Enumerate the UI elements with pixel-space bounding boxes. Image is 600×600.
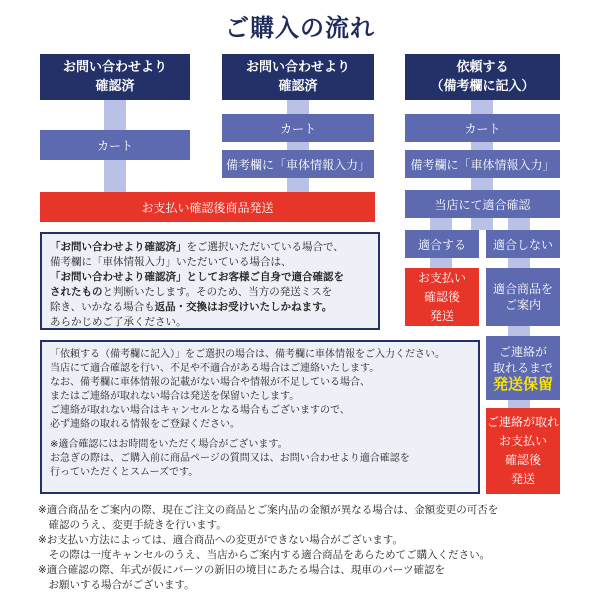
final-red-1: ご連絡が取れ bbox=[486, 415, 559, 429]
note1-text: いただいている場合は、 bbox=[176, 256, 292, 268]
hold-line2: 取れるまで bbox=[492, 361, 553, 375]
footnote-line: ※適合確認の際、年式が仮にパーツの新旧の境目にあたる場合は、現車のパーツ確認を bbox=[38, 564, 445, 576]
final-red-3: 確認後 bbox=[504, 453, 541, 467]
note1-text: としてお客様ご自身で適合確認を bbox=[186, 271, 344, 283]
col3-header-line2: （備考欄に記入） bbox=[430, 79, 535, 94]
note1-text: 除き、いかなる場合も bbox=[50, 301, 155, 313]
note2-line: なお、備考欄に車体情報の記載がない場合や情報が不足している場合、 bbox=[50, 377, 370, 388]
note1-line bbox=[50, 285, 370, 300]
fit-yes-result-3: 発送 bbox=[429, 308, 454, 323]
page-title: ご購入の流れ bbox=[225, 14, 375, 42]
fit-no-label: 適合しない bbox=[486, 230, 560, 258]
col2-header-line2: 確認済 bbox=[278, 79, 318, 94]
footnote-line: ※お支払い方法によっては、適合商品への変更ができない場合がございます。 bbox=[38, 534, 403, 546]
note-confirmed bbox=[40, 232, 380, 330]
note1-bold: 「お問い合わせより確認済」 bbox=[50, 271, 187, 283]
hold-line1: ご連絡が bbox=[498, 345, 547, 359]
footnote-line: ※適合商品をご案内の際、現在ご注文の商品とご案内品の金額が異なる場合は、金額変更の可否を bbox=[38, 504, 499, 516]
final-connector bbox=[508, 400, 530, 408]
col2-remarks: 備考欄に「車体情報入力」 bbox=[222, 150, 374, 178]
payment-ship-banner: お支払い確認後商品発送 bbox=[40, 192, 375, 222]
final-red-2: お支払い bbox=[498, 434, 547, 448]
col3-remarks: 備考欄に「車体情報入力」 bbox=[405, 150, 560, 178]
note1-bold: 返品・交換はお受けいたしかねます。 bbox=[154, 301, 333, 313]
note2-line: またはご連絡が取れない場合は発送を保留いたします。 bbox=[50, 391, 300, 402]
note2-line: お急ぎの際は、ご購入前に商品ページの質問又は、お問い合わせより適合確認を bbox=[50, 453, 410, 464]
col3-header-line1: 依頼する bbox=[456, 60, 509, 75]
note1-line bbox=[50, 315, 370, 330]
note2-line: ※適合確認にはお時間をいただく場合がございます。 bbox=[50, 439, 288, 450]
note-request bbox=[40, 340, 480, 494]
note2-line: 必ず連絡の取れる情報をご登録ください。 bbox=[50, 419, 240, 430]
note2-line: 行っていただくとスムーズです。 bbox=[50, 467, 199, 478]
fit-yes-result bbox=[405, 268, 479, 326]
note1-bold: されたもの bbox=[50, 286, 103, 298]
note2-line: 「依頼する（備考欄に記入）」をご選択の場合は、備考欄に車体情報をご入力ください。 bbox=[50, 349, 445, 360]
footnote-line: お願いする場合がございます。 bbox=[38, 579, 195, 591]
col2-header-line1: お問い合わせより bbox=[245, 60, 350, 75]
note1-bold: 「お問い合わせより確認済」 bbox=[50, 241, 187, 253]
fit-no-result-2: ご案内 bbox=[504, 298, 541, 312]
final-red-4: 発送 bbox=[510, 472, 535, 486]
note2-line: 当店にて適合確認を行い、不足や不適合がある場合はご連絡いたします。 bbox=[50, 363, 380, 374]
note2-line: ご連絡が取れない場合はキャンセルとなる場合もございますので、 bbox=[50, 405, 350, 416]
col1-header bbox=[40, 54, 190, 100]
note1-text: をご選択いただいている場合で、 bbox=[186, 241, 344, 253]
note1-line bbox=[50, 270, 370, 285]
note1-line bbox=[50, 300, 370, 315]
note1-text: と判断いたします。そのため、当方の発送ミスを bbox=[102, 286, 333, 298]
hold-connector bbox=[508, 326, 530, 336]
col1-cart: カート bbox=[40, 130, 190, 160]
col3-store-check: 当店にて適合確認 bbox=[405, 190, 560, 218]
col2-header bbox=[222, 54, 374, 100]
hold-box bbox=[486, 336, 560, 400]
fit-yes-label: 適合する bbox=[405, 230, 479, 258]
col3-cart: カート bbox=[405, 114, 560, 142]
note1-text: 備考欄に「車体情報入力」 bbox=[50, 256, 176, 268]
col3-header bbox=[405, 54, 560, 100]
note1-line bbox=[50, 255, 370, 270]
fit-yes-result-2: 確認後 bbox=[423, 289, 460, 304]
final-red-box bbox=[486, 408, 560, 494]
fit-no-result bbox=[486, 268, 560, 326]
hold-status: 発送保留 bbox=[492, 375, 553, 393]
col2-cart: カート bbox=[222, 114, 374, 142]
fit-yes-result-1: お支払い bbox=[417, 270, 466, 285]
note1-line bbox=[50, 240, 370, 255]
footnote-line: 確認のうえ、変更手続きを行います。 bbox=[38, 519, 227, 531]
col1-header-line2: 確認済 bbox=[95, 79, 135, 94]
footnote-line: その際は一度キャンセルのうえ、当店からご案内する適合商品をあらためてご購入ください。 bbox=[38, 549, 491, 561]
fit-no-result-1: 適合商品を bbox=[492, 282, 553, 296]
col1-header-line1: お問い合わせより bbox=[62, 60, 167, 75]
footnotes bbox=[38, 503, 598, 593]
note1-text: あらかじめご了承ください。 bbox=[50, 316, 187, 328]
